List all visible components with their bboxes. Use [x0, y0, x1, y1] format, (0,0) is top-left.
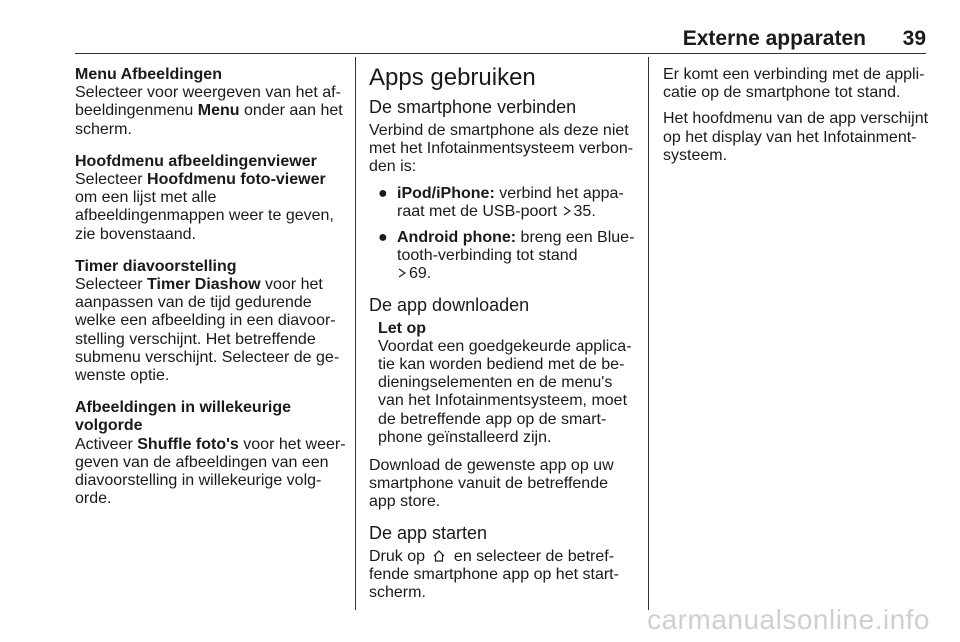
connect-list	[369, 185, 635, 284]
paragraph-download: Download de gewenste app op uw smartphone vanuit de betreffende app store.	[369, 457, 614, 511]
heading-apps: Apps gebruiken	[369, 64, 536, 91]
list-label: Android phone:	[397, 229, 517, 247]
note-text: Voordat een goedgekeurde applicatie kan worden bediend met de bedieningselementen en de menu's van het Infotainmentsysteem, moet de betreffende app op de smartphone geïnstalleerd zijn.	[378, 337, 632, 446]
text: Activeer	[75, 435, 138, 453]
page-reference: 35.	[573, 202, 596, 220]
section-title-main-menu: Hoofdmenu afbeeldingenviewer	[75, 152, 317, 170]
section-title-timer: Timer diavoorstelling	[75, 257, 237, 275]
text: onder aan het scherm.	[75, 102, 343, 138]
heading-download: De app downloaden	[369, 294, 530, 315]
column-divider-1	[355, 57, 356, 610]
list-item	[369, 229, 635, 284]
text: Druk op	[369, 547, 430, 565]
paragraph-main-menu-app: Het hoofdmenu van de app verschijnt op het display van het Infotainmentsysteem.	[663, 110, 929, 164]
note-title: Let op	[378, 319, 426, 337]
text: verbind het apparaat met de USB-poort	[397, 184, 624, 220]
paragraph-menu	[75, 84, 347, 139]
section-title-shuffle: Afbeeldingen in willekeurige volgorde	[75, 399, 292, 435]
watermark: carmanualsonline.info	[647, 604, 930, 635]
text: Selecteer	[75, 171, 148, 189]
column-divider-2	[648, 57, 649, 610]
text: om een lijst met alle afbeeldingenmappen weer te geven, zie bovenstaand.	[75, 189, 334, 243]
text: voor het aanpassen van de tijd gedurende welke een afbeelding in een diavoorstelling verschijnt. Het betreffende submenu verschijnt. Selecteer de gewenste optie.	[75, 276, 340, 385]
page-number: 39	[902, 27, 926, 50]
heading-start: De app starten	[369, 522, 488, 543]
home-icon	[432, 549, 446, 563]
bullet-icon: ●	[378, 229, 388, 247]
menu-term: Menu	[197, 102, 240, 120]
menu-term: Hoofdmenu foto-viewer	[147, 171, 326, 189]
paragraph-main-menu	[75, 171, 347, 244]
list-label: iPod/iPhone:	[397, 184, 495, 202]
column-middle	[369, 64, 635, 616]
heading-connect: De smartphone verbinden	[369, 97, 577, 117]
text: Selecteer	[75, 276, 148, 294]
paragraph-connect: Verbind de smartphone als deze niet met het Infotainmentsysteem verbonden is:	[369, 122, 634, 176]
page-header	[75, 27, 926, 49]
page-reference-icon	[563, 204, 572, 216]
page-reference: 69.	[409, 265, 432, 283]
text: Selecteer voor weergeven van het afbeeldingenmenu	[75, 84, 341, 120]
note-box	[369, 320, 635, 447]
column-left	[75, 66, 347, 522]
menu-term: Shuffle foto's	[137, 435, 239, 453]
text: en selecteer de betreffende smartphone app op het startscherm.	[369, 547, 619, 602]
header-rule	[75, 53, 926, 54]
list-item	[369, 185, 635, 221]
text: voor het weergeven van de afbeeldingen van een diavoorstelling in willekeurige volgorde.	[75, 435, 346, 508]
paragraph-shuffle	[75, 436, 347, 509]
paragraph-timer	[75, 276, 347, 385]
text: breng een Bluetooth-verbinding tot stand	[397, 229, 635, 265]
bullet-icon: ●	[378, 184, 388, 202]
column-right	[663, 66, 931, 179]
chapter-title: Externe apparaten	[682, 27, 866, 50]
paragraph-connection: Er komt een verbinding met de applicatie op de smartphone tot stand.	[663, 66, 925, 102]
menu-term: Timer Diashow	[147, 276, 261, 294]
paragraph-start	[369, 548, 635, 603]
page-reference-icon	[398, 266, 407, 278]
section-title-menu: Menu Afbeeldingen	[75, 66, 222, 83]
